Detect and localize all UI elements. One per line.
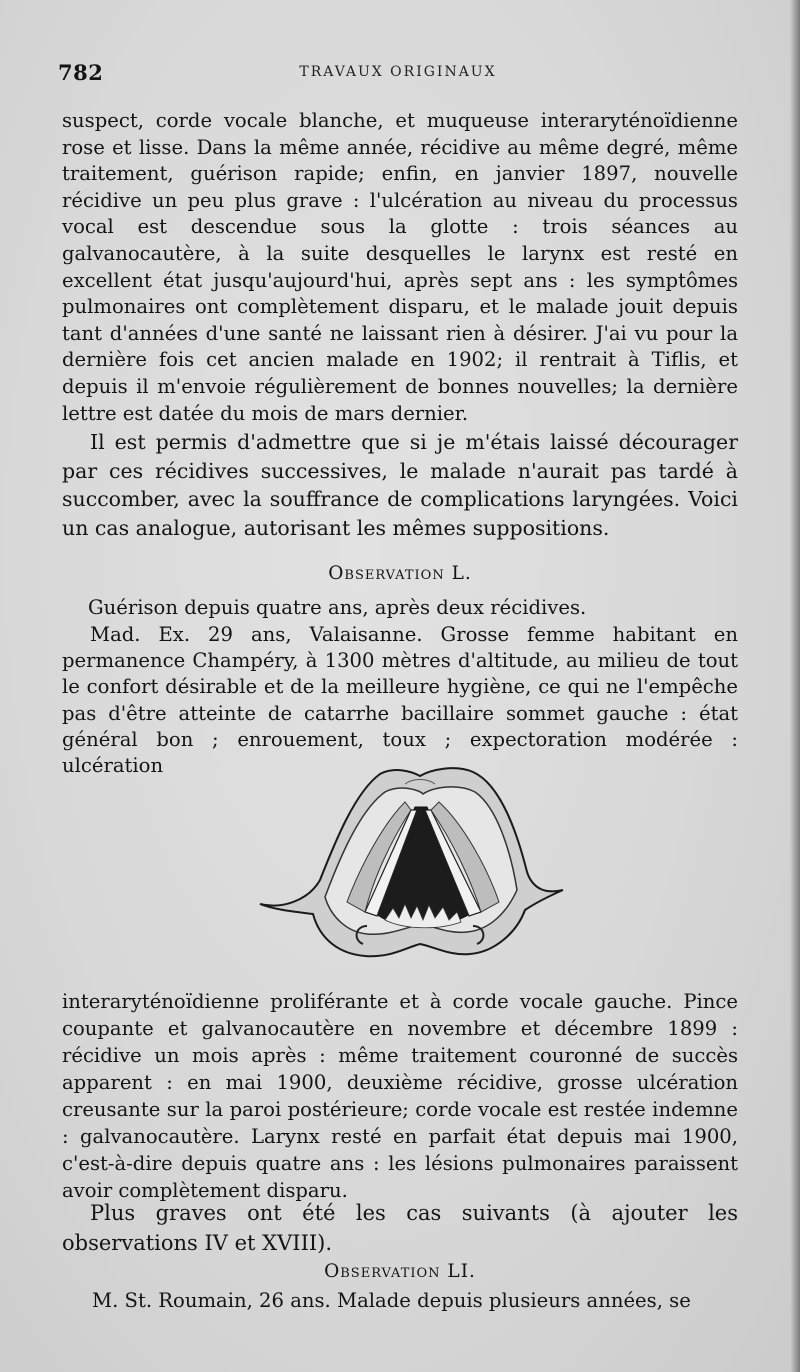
- larynx-drawing: [255, 762, 570, 977]
- page-number: 782: [58, 60, 104, 85]
- observation-summary: Guérison depuis quatre ans, après deux récidives.: [88, 596, 587, 619]
- observation-heading-li: Observation LI.: [324, 1261, 476, 1282]
- running-head: TRAVAUX ORIGINAUX: [299, 64, 497, 80]
- paragraph-next-case: M. St. Roumain, 26 ans. Malade depuis plusieurs années, se: [92, 1289, 691, 1312]
- page-header: [58, 60, 738, 90]
- page-edge-shadow: [790, 0, 800, 1372]
- paragraph-treatment-outcome: interaryténoïdienne proliférante et à corde vocale gauche. Pince coupante et galvanocautère en novembre et décembre 1899 : récidive un mois après : même traitement couronné de succès apparent : en mai 1900, deuxième récidive, grosse ulcération creusante sur la paroi postérieure; corde vocale est restée indemne : galvanocautère. Larynx resté en parfait état depuis mai 1900, c'est-à-dire depuis quatre ans : les lésions pulmonaires paraissent avoir complètement disparu.: [62, 990, 738, 1202]
- larynx-illustration: [255, 762, 570, 977]
- paragraph-recurrence-comment: Il est permis d'admettre que si je m'étais laissé décourager par ces récidives successives, le malade n'aurait pas tardé à succomber, avec la souffrance de complications laryngées. Voici un cas analogue, autorisant les mêmes suppositions.: [62, 430, 738, 540]
- paragraph-transition: Plus graves ont été les cas suivants (à ajouter les observations IV et XVIII).: [62, 1201, 738, 1255]
- paragraph-case-description: Mad. Ex. 29 ans, Valaisanne. Grosse femme habitant en permanence Champéry, à 1300 mètres d'altitude, au milieu de tout le confort désirable et de la meilleure hygiène, ce qui ne l'empêche pas d'être atteinte de catarrhe bacillaire sommet gauche : état général bon ; enrouement, toux ; expectoration modérée : ulcération: [62, 623, 738, 778]
- paragraph-case-continuation: suspect, corde vocale blanche, et muqueuse interaryténoïdienne rose et lisse. Dans la même année, récidive au même degré, même traitement, guérison rapide; enfin, en janvier 1897, nouvelle récidive un peu plus grave : l'ulcération au niveau du processus vocal est descendue sous la glotte : trois séances au galvanocautère, à la suite desquelles le larynx est resté en excellent état jusqu'aujourd'hui, après sept ans : les symptômes pulmonaires ont complètement disparu, et le malade jouit depuis tant d'années d'une santé ne laissant rien à désirer. J'ai vu pour la dernière fois cet ancien malade en 1902; il rentrait à Tiflis, et depuis il m'envoie régulièrement de bonnes nouvelles; la dernière lettre est datée du mois de mars dernier.: [62, 109, 738, 425]
- observation-heading-l: Observation L.: [328, 563, 472, 584]
